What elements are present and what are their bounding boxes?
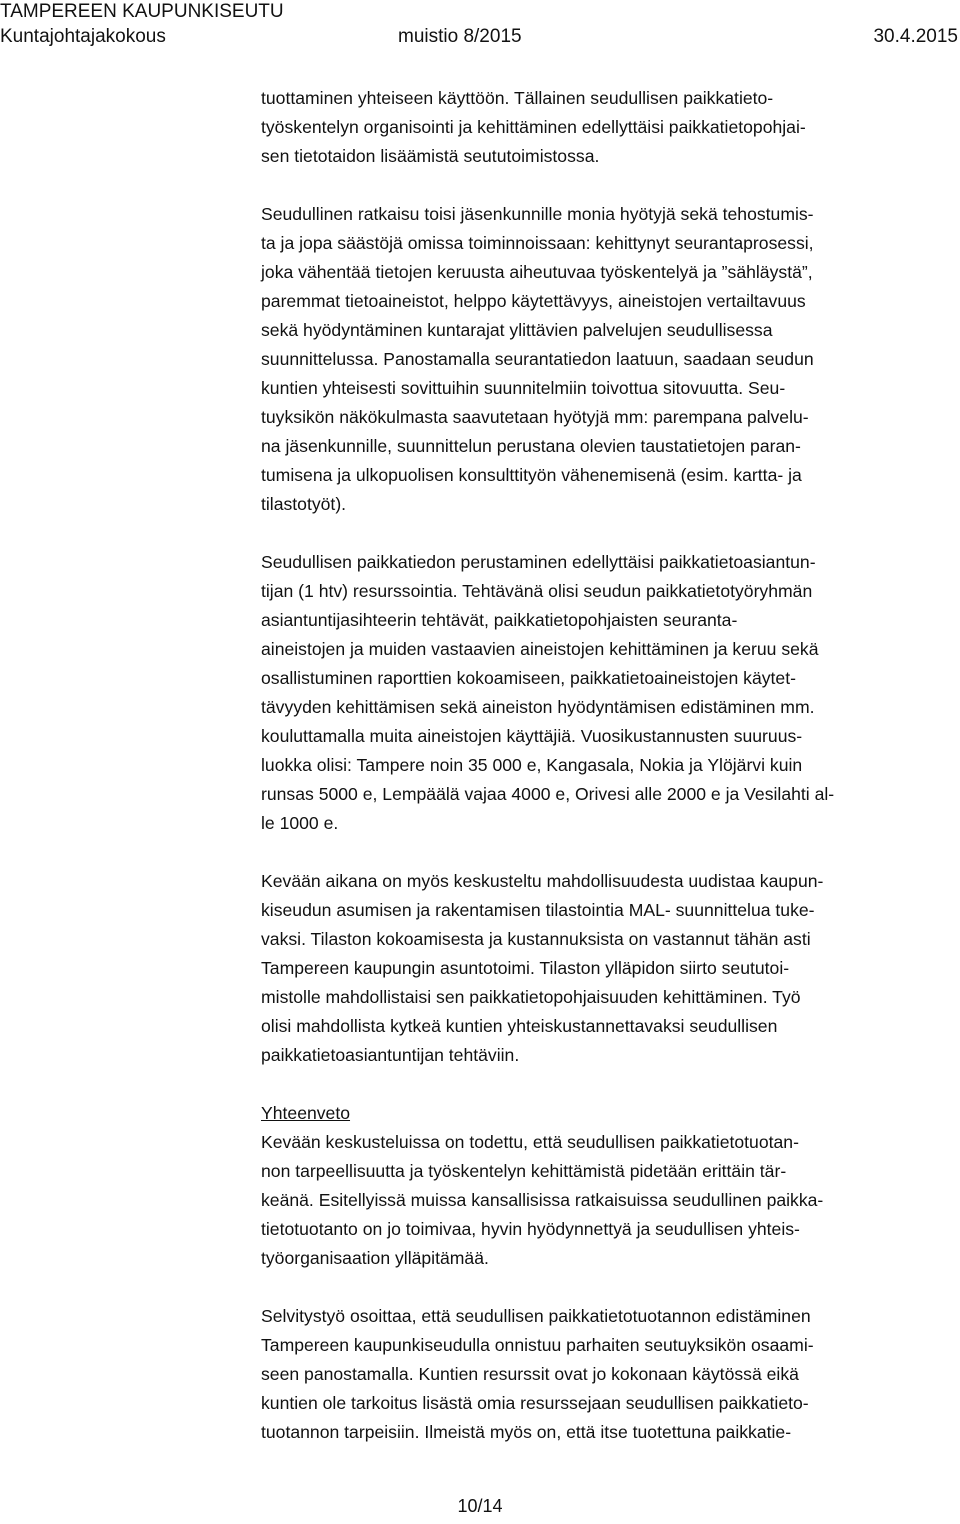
header-meta-row [0,25,958,49]
text-line: tävyyden kehittämisen sekä aineiston hyödyntämisen edistäminen mm. [261,697,815,717]
text-line: Seudullinen ratkaisu toisi jäsenkunnille monia hyötyjä sekä tehostumis- [261,204,814,224]
text-line: tuotannon tarpeisiin. Ilmeistä myös on, että itse tuotettuna paikkatie- [261,1422,792,1442]
text-line: tietotuotanto on jo toimivaa, hyvin hyödynnettyä ja seudullisen yhteis- [261,1219,800,1239]
text-line: osallistuminen raporttien kokoamiseen, paikkatietoaineistojen käytet- [261,668,796,688]
text-line: seen panostamalla. Kuntien resurssit ovat jo kokonaan käytössä eikä [261,1364,799,1384]
text-line: luokka olisi: Tampere noin 35 000 e, Kangasala, Nokia ja Ylöjärvi kuin [261,755,803,775]
text-line: paikkatietoasiantuntijan tehtäviin. [261,1045,520,1065]
meeting-date: 30.4.2015 [873,26,958,47]
text-line: sen tietotaidon lisäämistä seututoimistossa. [261,146,600,166]
text-line: Kevään keskusteluissa on todettu, että seudullisen paikkatietotuotan- [261,1132,799,1152]
text-line: suunnittelussa. Panostamalla seurantatiedon laatuun, saadaan seudun [261,349,814,369]
section-heading: Yhteenveto [261,1103,351,1123]
text-line: kuntien ole tarkoitus lisästä omia resurssejaan seudullisen paikkatieto- [261,1393,809,1413]
text-line: keänä. Esitellyissä muissa kansallisissa ratkaisuissa seudullinen paikka- [261,1190,824,1210]
text-line: tuyksikön näkökulmasta saavutetaan hyötyjä mm: parempana palvelu- [261,407,809,427]
text-line: ta ja jopa säästöjä omissa toiminnoissaan: kehittynyt seurantaprosessi, [261,233,814,253]
text-line: mistolle mahdollistaisi sen paikkatietopohjaisuuden kehittäminen. Työ [261,987,801,1007]
text-line: työorganisaation ylläpitämää. [261,1248,489,1268]
paragraph-1 [261,84,955,171]
text-line: non tarpeellisuutta ja työskentelyn kehittämistä pidetään erittäin tär- [261,1161,787,1181]
text-line: Seudullisen paikkatiedon perustaminen edellyttäisi paikkatietoasiantun- [261,552,816,572]
text-line: na jäsenkunnille, suunnittelun perustana olevien taustatietojen paran- [261,436,801,456]
organization-name: TAMPEREEN KAUPUNKISEUTU [0,1,284,22]
meeting-name: Kuntajohtajakokous [0,26,166,47]
minutes-number: muistio 8/2015 [398,26,522,47]
text-line: Tampereen kaupungin asuntotoimi. Tilaston ylläpidon siirto seututoi- [261,958,790,978]
text-line: sekä hyödyntäminen kuntarajat ylittävien palvelujen seudullisessa [261,320,773,340]
text-line: aineistojen ja muiden vastaavien aineistojen kehittäminen ja keruu sekä [261,639,819,659]
text-line: olisi mahdollista kytkeä kuntien yhteiskustannettavaksi seudullisen [261,1016,778,1036]
text-line: le 1000 e. [261,813,339,833]
text-line: kiseudun asumisen ja rakentamisen tilastointia MAL- suunnittelua tuke- [261,900,815,920]
text-line: tijan (1 htv) resurssointia. Tehtävänä olisi seudun paikkatietotyöryhmän [261,581,813,601]
text-line: tilastotyöt). [261,494,347,514]
text-line: tuottaminen yhteiseen käyttöön. Tällainen seudullisen paikkatieto- [261,88,774,108]
summary-paragraph-2 [261,1302,955,1447]
text-line: kouluttamalla muita aineistojen käyttäjiä. Vuosikustannusten suuruus- [261,726,803,746]
text-line: työskentelyn organisointi ja kehittäminen edellyttäisi paikkatietopohjai- [261,117,806,137]
page-number: 10/14 [457,1496,503,1516]
paragraph-4 [261,867,955,1070]
text-line: tumisena ja ulkopuolisen konsulttityön vähenemisenä (esim. kartta- ja [261,465,802,485]
text-line: kuntien yhteisesti sovittuihin suunnitelmiin toivottua sitovuutta. Seu- [261,378,786,398]
text-line: Kevään aikana on myös keskusteltu mahdollisuudesta uudistaa kaupun- [261,871,824,891]
summary-paragraph-1 [261,1128,955,1273]
text-line: vaksi. Tilaston kokoamisesta ja kustannuksista on vastannut tähän asti [261,929,811,949]
document-body [261,84,955,1447]
paragraph-2 [261,200,955,519]
text-line: joka vähentää tietojen keruusta aiheutuvaa työskentelyä ja ”sähläystä”, [261,262,813,282]
text-line: runsas 5000 e, Lempäälä vajaa 4000 e, Orivesi alle 2000 e ja Vesilahti al- [261,784,835,804]
text-line: paremmat tietoaineistot, helppo käytettävyys, aineistojen vertailtavuus [261,291,806,311]
text-line: asiantuntijasihteerin tehtävät, paikkatietopohjaisten seuranta- [261,610,738,630]
text-line: Tampereen kaupunkiseudulla onnistuu parhaiten seutuyksikön osaami- [261,1335,814,1355]
paragraph-3 [261,548,955,838]
text-line: Selvitystyö osoittaa, että seudullisen paikkatietotuotannon edistäminen [261,1306,811,1326]
